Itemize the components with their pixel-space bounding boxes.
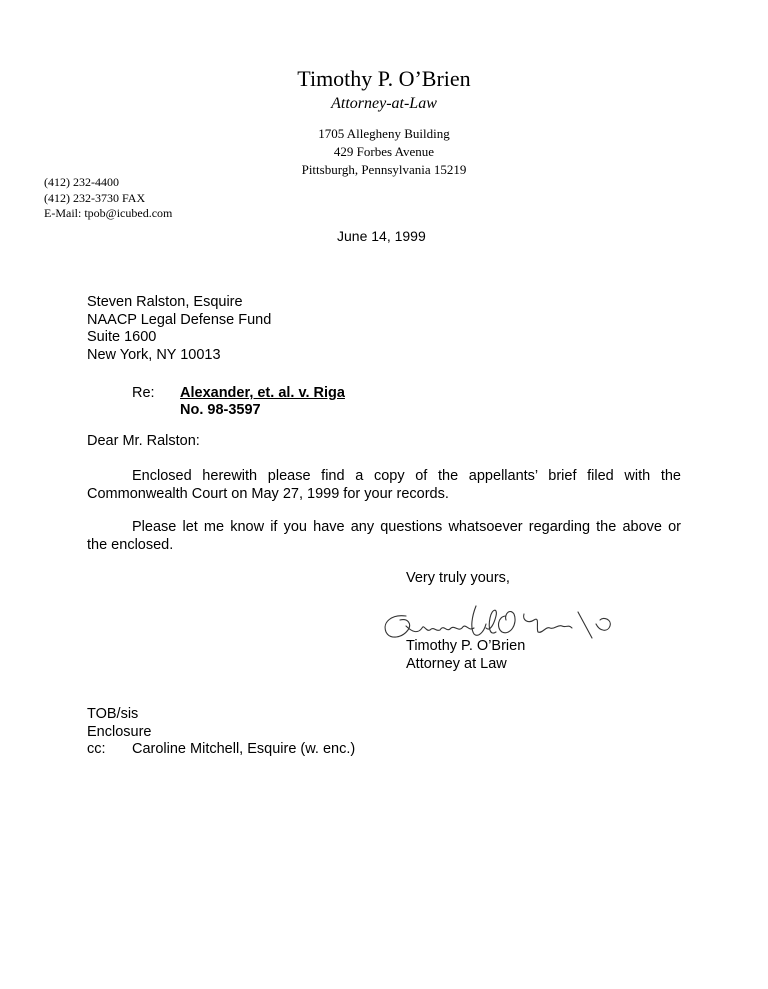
closing: Very truly yours, (406, 570, 510, 586)
paragraph-2-line-2: the enclosed. (87, 536, 174, 553)
recipient-line-3: Suite 1600 (87, 329, 157, 345)
cc-line (87, 741, 355, 759)
signer-block (406, 638, 525, 673)
re-case-number: No. 98-3597 (180, 402, 261, 418)
address-line-1: 1705 Allegheny Building (318, 126, 450, 141)
paragraph-1-line-2: Commonwealth Court on May 27, 1999 for your records. (87, 485, 449, 502)
letter-date: June 14, 1999 (337, 228, 426, 244)
body-paragraph-1 (87, 468, 681, 503)
footer-notations (87, 706, 355, 759)
recipient-line-2: NAACP Legal Defense Fund (87, 311, 272, 328)
salutation: Dear Mr. Ralston: (87, 433, 200, 449)
signer-name: Timothy P. O’Brien (406, 638, 526, 654)
enclosure-notation: Enclosure (87, 723, 152, 740)
letterhead-title: Attorney-at-Law (331, 95, 437, 112)
letterhead-name: Timothy P. O’Brien (297, 66, 471, 91)
recipient-line-4: New York, NY 10013 (87, 346, 221, 363)
phone-number: (412) 232-4400 (44, 175, 119, 189)
recipient-address (87, 294, 271, 364)
cc-label: cc: (87, 741, 106, 757)
body-paragraph-2 (87, 519, 681, 554)
recipient-line-1: Steven Ralston, Esquire (87, 294, 243, 310)
cc-recipient: Caroline Mitchell, Esquire (w. enc.) (132, 741, 356, 757)
typist-initials: TOB/sis (87, 706, 139, 722)
letterhead-address (0, 125, 768, 179)
signer-title: Attorney at Law (406, 655, 507, 672)
paragraph-2-line-1: Please let me know if you have any questions whatsoever regarding the above or (132, 519, 681, 535)
re-label: Re: (132, 385, 155, 401)
fax-number: (412) 232-3730 FAX (44, 190, 146, 205)
email-address: E-Mail: tpob@icubed.com (44, 206, 173, 220)
address-line-2: 429 Forbes Avenue (333, 144, 435, 159)
re-case-title: Alexander, et. al. v. Riga (180, 385, 345, 401)
paragraph-1-line-1: Enclosed herewith please find a copy of the appellants’ brief filed with the (132, 468, 681, 484)
letterhead-contact (44, 175, 172, 222)
address-line-3: Pittsburgh, Pennsylvania 15219 (301, 162, 467, 177)
